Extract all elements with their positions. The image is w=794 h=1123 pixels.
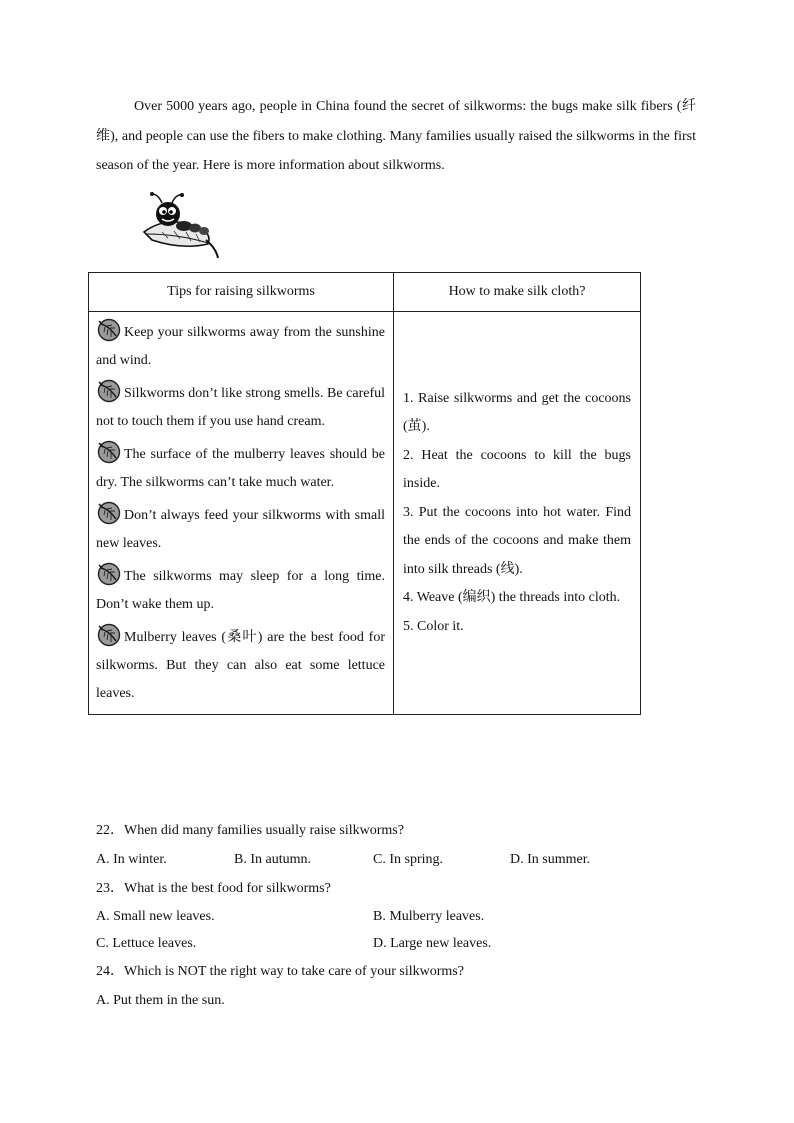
option-c[interactable]: C. Lettuce leaves. <box>96 936 197 951</box>
tip-item: Don’t always feed your silkworms with small new leaves. <box>96 501 385 558</box>
question-22: 22．When did many families usually raise silkworms? <box>96 823 404 838</box>
step-item: 1. Raise silkworms and get the cocoons (茧). <box>403 390 631 435</box>
question-23: 23．What is the best food for silkworms? <box>96 881 331 896</box>
options-22 <box>96 845 696 874</box>
tip-item: Mulberry leaves (桑叶) are the best food for silkworms. But they can also eat some lettuce leaves. <box>96 623 385 708</box>
option-a[interactable]: A. Put them in the sun. <box>96 993 225 1008</box>
option-d[interactable]: D. Large new leaves. <box>373 936 492 951</box>
silkworm-info-table <box>88 272 641 715</box>
questions-section <box>96 816 696 1015</box>
step-item: 2. Heat the cocoons to kill the bugs inside. <box>403 447 631 492</box>
tips-cell <box>89 312 394 715</box>
question-24: 24．Which is NOT the right way to take care of your silkworms? <box>96 964 464 979</box>
step-item: 4. Weave (编织) the threads into cloth. <box>403 590 621 606</box>
option-b[interactable]: B. In autumn. <box>234 852 311 867</box>
intro-paragraph <box>96 92 696 181</box>
options-23-row1 <box>96 903 696 930</box>
tip-item: Silkworms don’t like strong smells. Be careful not to touch them if you use hand cream. <box>96 379 385 436</box>
leaf-icon <box>96 562 122 586</box>
leaf-icon <box>96 379 122 403</box>
leaf-icon <box>96 440 122 464</box>
silkworm-on-leaf-illustration <box>138 188 224 260</box>
option-b[interactable]: B. Mulberry leaves. <box>373 909 485 924</box>
tip-item: The silkworms may sleep for a long time. Don’t wake them up. <box>96 562 385 619</box>
option-a[interactable]: A. In winter. <box>96 852 167 867</box>
leaf-icon <box>96 623 122 647</box>
option-c[interactable]: C. In spring. <box>373 852 443 867</box>
leaf-icon <box>96 318 122 342</box>
tip-item: Keep your silkworms away from the sunshine and wind. <box>96 318 385 375</box>
step-item: 3. Put the cocoons into hot water. Find the ends of the cocoons and make them into silk threads (线). <box>403 504 631 577</box>
options-23-row2 <box>96 930 696 957</box>
header-steps: How to make silk cloth? <box>394 273 641 312</box>
option-a[interactable]: A. Small new leaves. <box>96 909 215 924</box>
steps-cell <box>394 312 641 715</box>
header-tips: Tips for raising silkworms <box>89 273 394 312</box>
option-d[interactable]: D. In summer. <box>510 852 591 867</box>
intro-text: Over 5000 years ago, people in China found the secret of silkworms: the bugs make silk fibers (纤维), and people can use the fibers to make clothing. Many families usually raised the silkworms in the first season of the year. Here is more information about silkworms. <box>96 99 696 173</box>
tip-item: The surface of the mulberry leaves should be dry. The silkworms can’t take much water. <box>96 440 385 497</box>
leaf-icon <box>96 501 122 525</box>
options-24 <box>96 986 696 1015</box>
step-item: 5. Color it. <box>403 618 464 634</box>
